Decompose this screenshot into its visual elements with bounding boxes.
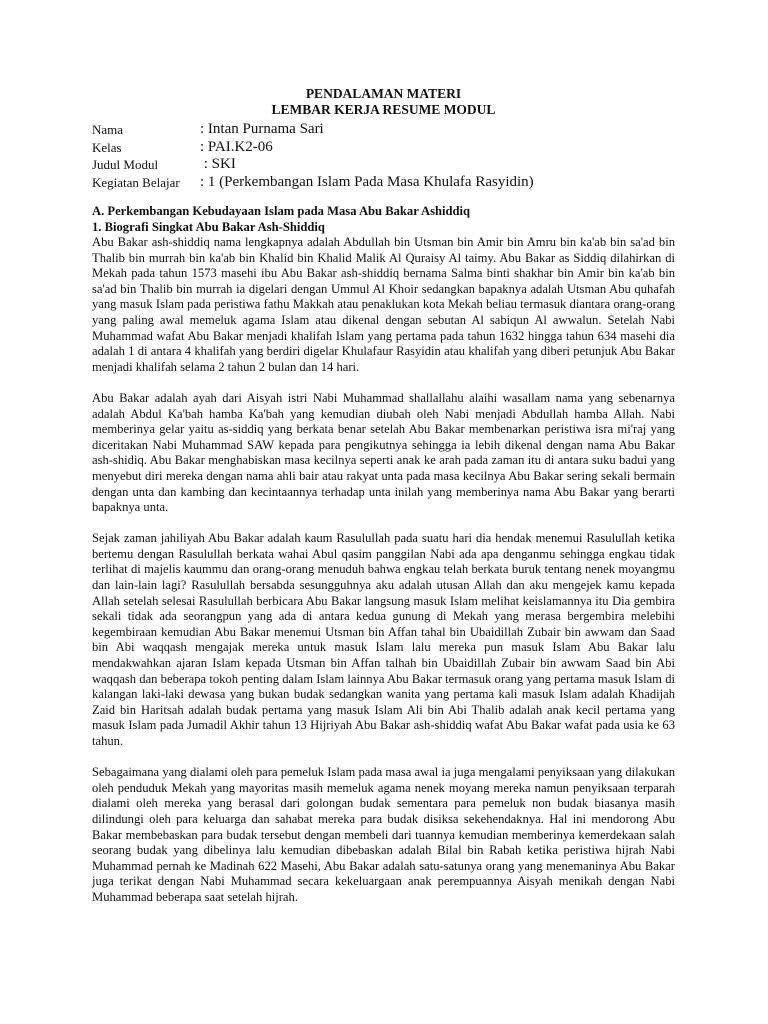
identity-separator: :: [200, 173, 208, 190]
identity-row-kegiatan-belajar: [92, 174, 675, 192]
document-page: [92, 86, 675, 921]
identity-row-kelas: [92, 139, 675, 157]
identity-label: Nama: [92, 122, 124, 137]
identity-separator: :: [200, 121, 208, 137]
body-paragraph-2: Abu Bakar adalah ayah dari Aisyah istri Nabi Muhammad shallallahu alaihi wasallam nama yang sebenarnya adalah Abdul Ka'bah hamba Ka'bah yang kemudian diubah oleh Nabi menjadi Abdullah hamba Allah. Nabi memberinya gelar yaitu as-siddiq yang berkata benar setelah Abu Bakar membenarkan peristiwa isra mi'raj yang diceritakan Nabi Muhammad SAW kepada para pengikutnya sehingga ia lebih dikenal dengan nama Abu Bakar ash-shidiq. Abu Bakar menghabiskan masa kecilnya seperti anak ke arah pada zaman itu di antara suku badui yang menyebut diri mereka dengan nama ahli bair atau rakyat unta pada masa kecilnya Abu Bakar sering sekali bermain dengan unta dan kambing dan kecintaannya terhadap unta inilah yang memberinya nama Abu Bakar yang berarti bapaknya unta.: [92, 390, 675, 515]
document-title-line2: LEMBAR KERJA RESUME MODUL: [271, 102, 496, 117]
identity-block: [92, 121, 675, 191]
document-title-line1: PENDALAMAN MATERI: [305, 86, 462, 101]
identity-value: 1 (Perkembangan Islam Pada Masa Khulafa Rasyidin): [207, 173, 534, 190]
identity-label: Judul Modul: [92, 157, 159, 172]
identity-value: SKI: [211, 156, 236, 172]
body-paragraph-4: Sebagaimana yang dialami oleh para pemeluk Islam pada masa awal ia juga mengalami penyiksaan yang dilakukan oleh penduduk Mekah yang mayoritas masih memeluk agama nenek moyang mereka namun penyiksaan terparah dialami oleh mereka yang berasal dari golongan budak sementara para pemeluk non budak biasanya masih dilindungi oleh para keluarga dan sahabat mereka para budak disiksa sekehendaknya. Hal ini mendorong Abu Bakar membebaskan para budak tersebut dengan membeli dari tuannya kemudian memberinya kemerdekaan salah seorang budak yang dibelinya lalu kemudian dibebaskan adalah Bilal bin Rabah ketika peristiwa hijrah Nabi Muhammad pernah ke Madinah 622 Masehi, Abu Bakar adalah satu-satunya orang yang menemaninya Abu Bakar juga terikat dengan Nabi Muhammad secara kekeluargaan anak perempuannya Aisyah menikah dengan Nabi Muhammad beberapa saat setelah hijrah.: [92, 765, 675, 904]
body-paragraph-3: Sejak zaman jahiliyah Abu Bakar adalah kaum Rasulullah pada suatu hari dia hendak menemui Rasulullah ketika bertemu dengan Rasulullah berkata wahai Abul qasim panggilan Nabi ada apa denganmu sehingga engkau tidak terlihat di majelis kaummu dan orang-orang menuduh bahwa engkau telah berkata buruk tentang nenek moyangmu dan lain-lain lagi? Rasulullah bersabda sesungguhnya aku adalah utusan Allah dan aku mengejek kamu kepada Allah setelah selesai Rasulullah berbicara Abu Bakar langsung masuk Islam melihat keislamannya itu Dia gembira sekali tidak ada seorangpun yang ada di antara kedua gunung di Mekah yang merasa bergembira melebihi kegembiraan kemudian Abu Bakar menemui Utsman bin Affan tahal bin Ubaidillah Zubair bin awwam dan Saad bin Abi waqqash mengajak mereka untuk masuk Islam lalu mereka pun masuk Islam Abu Bakar lalu mendakwahkan ajaran Islam kepada Utsman bin Affan talhah bin Ubaidillah Zubair bin awwam Saad bin Abi waqqash dan beberapa tokoh penting dalam Islam lainnya Abu Bakar termasuk orang yang pertama masuk Islam di kalangan laki-laki dewasa yang bukan budak sedangkan wanita yang pertama kali masuk Islam adalah Khadijah Zaid bin Haritsah adalah budak pertama yang masuk Islam Ali bin Abi Thalib adalah anak kecil pertama yang masuk Islam pada Jumadil Akhir tahun 13 Hijriyah Abu Bakar ash-shiddiq wafat Abu Bakar wafat pada usia ke 63 tahun.: [92, 531, 675, 748]
section-heading: A. Perkembangan Kebudayaan Islam pada Masa Abu Bakar Ashiddiq: [92, 204, 471, 218]
body-paragraph-1: Abu Bakar ash-shiddiq nama lengkapnya adalah Abdullah bin Utsman bin Amir bin Amru bin ka'ab bin sa'ad bin Thalib bin murrah bin ka'ab bin Khalid bin Khalid Malik Al Quraisy Al taimy. Abu Bakar as Siddiq dilahirkan di Mekah pada tahun 1573 masehi ibu Abu Bakar ash-shiddiq bernama Salma binti shakhar bin Amir bin ka'ab bin sa'ad bin Thalib bin murrah ia digelari dengan Ummul Al Khoir sedangkan bapaknya adalah Utsman Abu quhafah yang masuk Islam pada peristiwa fathu Makkah atau penaklukan kota Mekah beliau termasuk diantara orang-orang yang paling awal memeluk agama Islam atau dikenal dengan sebutan Al sabiqun Al awwalun. Setelah Nabi Muhammad wafat Abu Bakar menjadi khalifah Islam yang pertama pada tahun 1632 hingga tahun 634 masehi dia adalah 1 di antara 4 khalifah yang berdiri digelar Khulafaur Rasyidin atau khalifah yang diberi petunjuk Abu Bakar menjadi khalifah selama 2 tahun 2 bulan dan 14 hari.: [92, 235, 675, 374]
identity-label: Kelas: [92, 139, 122, 155]
identity-value: PAI.K2-06: [207, 138, 273, 155]
identity-row-judul-modul: [92, 156, 675, 174]
identity-separator: :: [200, 138, 208, 155]
identity-row-nama: [92, 121, 675, 139]
identity-separator: :: [200, 156, 212, 172]
identity-label: Kegiatan Belajar: [92, 174, 180, 190]
subsection-heading: 1. Biografi Singkat Abu Bakar Ash-Shiddiq: [92, 220, 325, 234]
identity-value: Intan Purnama Sari: [207, 121, 324, 137]
